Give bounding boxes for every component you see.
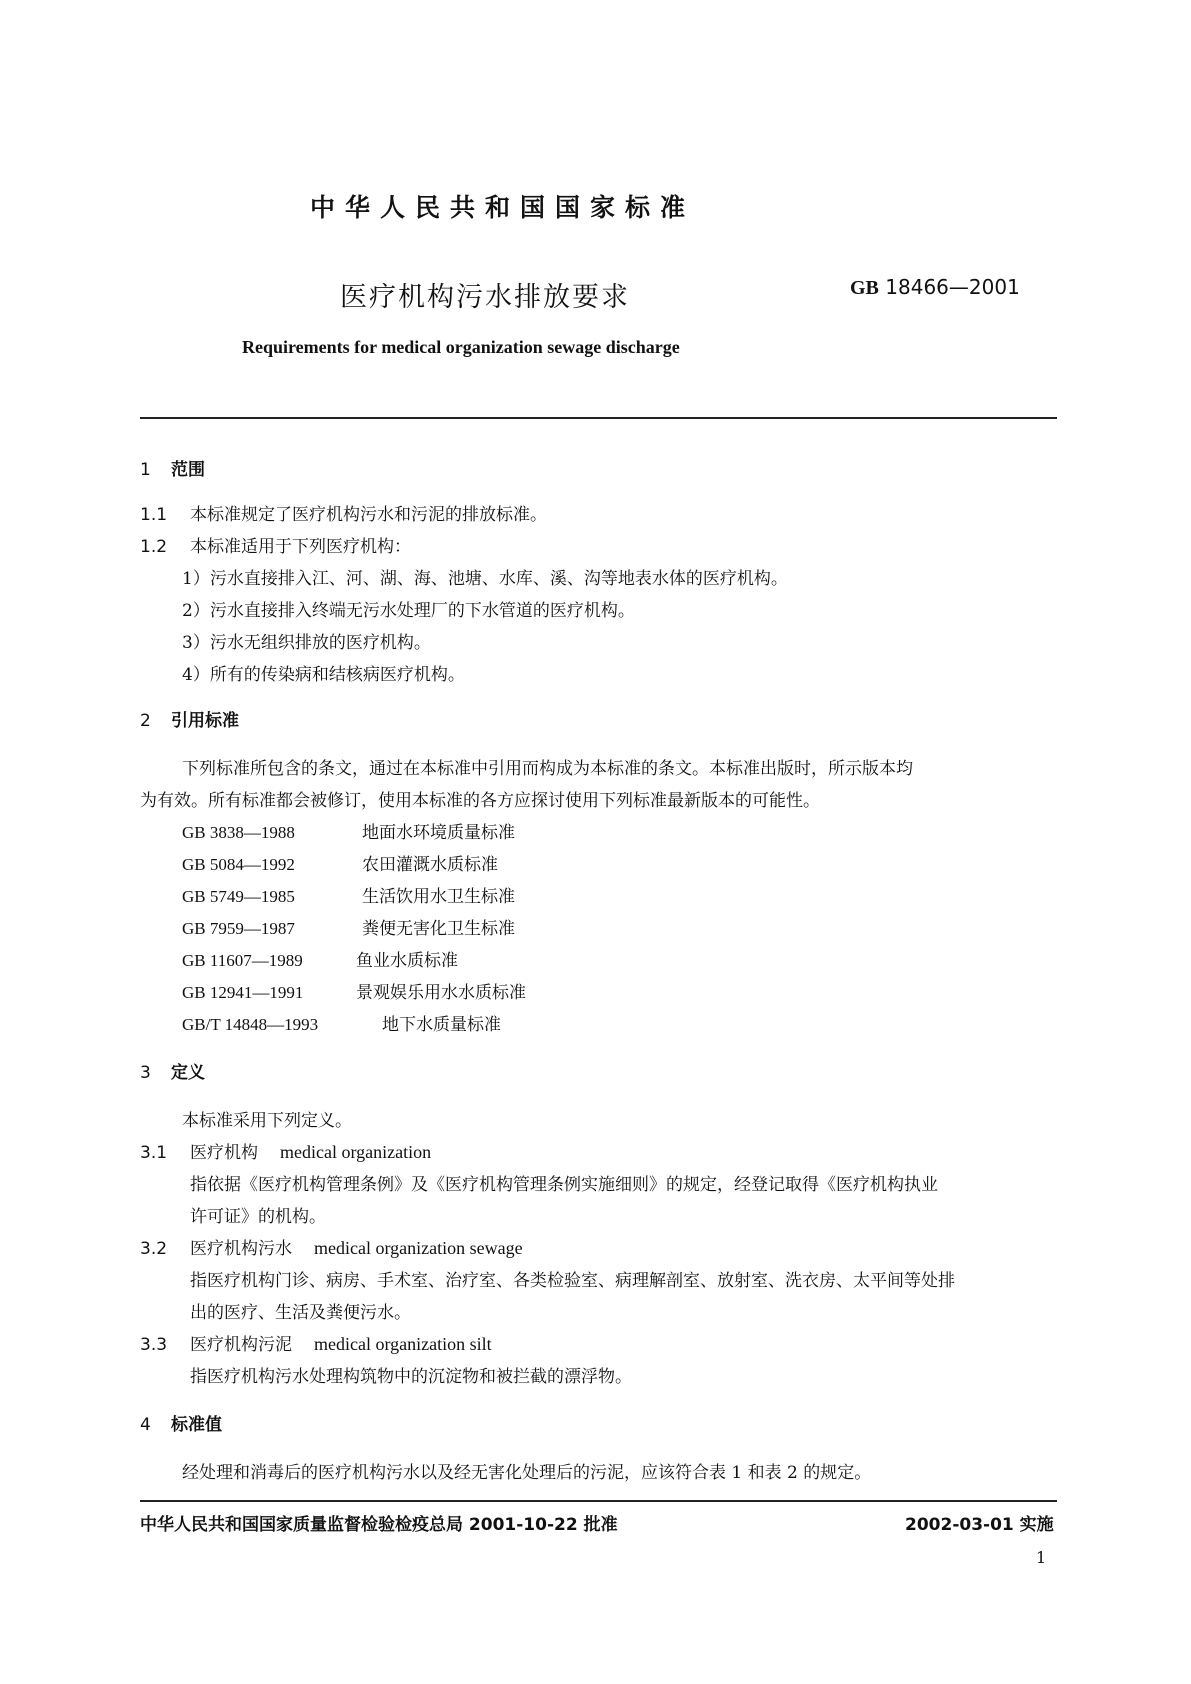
reference-code: GB 11607—1989 [182,951,303,970]
approval-line: 中华人民共和国国家质量监督检验检疫总局 2001-10-22 批准 [140,1515,618,1535]
reference-name: 农田灌溉水质标准 [362,855,498,875]
reference-name: 景观娱乐用水水质标准 [356,983,526,1003]
document-title: 医疗机构污水排放要求 [340,282,630,313]
section-2-number: 2 [140,711,151,731]
reference-name: 地下水质量标准 [382,1015,501,1035]
section-3-title: 定义 [171,1063,205,1083]
effective-date: 2002-03-01 实施 [905,1515,1054,1535]
section-1-heading [140,455,205,480]
english-title: Requirements for medical organization sewage discharge [242,337,680,357]
reference-code: GB 3838—1988 [182,823,295,842]
clause-1-1-number: 1.1 [140,505,168,525]
clause-1-2 [140,532,411,557]
clause-1-1 [140,500,547,525]
definition-3-2-english: medical organization sewage [314,1238,523,1258]
clause-1-2-text: 本标准适用于下列医疗机构： [190,537,411,557]
national-standard-heading: 中华人民共和国国家标准 [310,193,696,222]
definition-3-3-line-1: 指医疗机构污水处理构筑物中的沉淀物和被拦截的漂浮物。 [190,1367,632,1387]
section-1-number: 1 [140,460,151,480]
reference-name: 鱼业水质标准 [356,951,458,971]
reference-code: GB/T 14848—1993 [182,1015,319,1034]
page-number: 1 [1036,1548,1047,1567]
definition-3-2-term: 医疗机构污水 [190,1239,292,1259]
standard-code [850,275,1020,300]
definition-3-3-english: medical organization silt [314,1334,492,1354]
referenced-standard [182,946,458,971]
referenced-standard [182,882,515,907]
reference-code: GB 7959—1987 [182,919,295,938]
standard-code-prefix: GB [850,277,879,299]
definition-3-2-number: 3.2 [140,1239,168,1259]
scope-list-item: 3）污水无组织排放的医疗机构。 [182,633,431,653]
reference-name: 粪便无害化卫生标准 [362,919,515,939]
reference-code: GB 12941—1991 [182,983,304,1002]
definition-3-2-line-2: 出的医疗、生活及粪便污水。 [190,1303,411,1323]
section-2-title: 引用标准 [171,711,239,731]
definition-3-2 [140,1234,523,1259]
scope-list-item: 4）所有的传染病和结核病医疗机构。 [182,665,465,685]
clause-1-1-text: 本标准规定了医疗机构污水和污泥的排放标准。 [190,505,547,525]
definition-3-3-term: 医疗机构污泥 [190,1335,292,1355]
definition-3-2-line-1: 指医疗机构门诊、病房、手术室、治疗室、各类检验室、病理解剖室、放射室、洗衣房、太平间等处排 [190,1271,955,1291]
definition-3-3-number: 3.3 [140,1335,168,1355]
definition-3-1-number: 3.1 [140,1143,168,1163]
scope-list-item: 2）污水直接排入终端无污水处理厂的下水管道的医疗机构。 [182,601,635,621]
standard-code-number: 18466—2001 [885,275,1020,299]
definition-3-1-term: 医疗机构 [190,1143,258,1163]
reference-code: GB 5084—1992 [182,855,295,874]
referenced-standard [182,818,515,843]
section-4-number: 4 [140,1415,151,1435]
referenced-standard [182,1010,501,1035]
reference-name: 地面水环境质量标准 [362,823,515,843]
section-3-number: 3 [140,1063,151,1083]
definition-3-1-line-1: 指依据《医疗机构管理条例》及《医疗机构管理条例实施细则》的规定，经登记取得《医疗机构执业 [190,1175,938,1195]
definition-3-1 [140,1138,431,1163]
referenced-standard [182,978,526,1003]
section-1-title: 范围 [171,460,205,480]
section-2-intro-line-1: 下列标准所包含的条文，通过在本标准中引用而构成为本标准的条文。本标准出版时，所示版本均 [182,759,913,779]
reference-name: 生活饮用水卫生标准 [362,887,515,907]
section-4-text: 经处理和消毒后的医疗机构污水以及经无害化处理后的污泥，应该符合表 1 和表 2 的规定。 [182,1463,872,1483]
referenced-standard [182,914,515,939]
section-3-heading [140,1058,205,1083]
header-divider [140,417,1057,419]
section-4-heading [140,1410,222,1435]
section-2-heading [140,706,239,731]
section-2-intro-line-2: 为有效。所有标准都会被修订，使用本标准的各方应探讨使用下列标准最新版本的可能性。 [140,791,820,811]
definition-3-3 [140,1330,492,1355]
reference-code: GB 5749—1985 [182,887,295,906]
footer-divider [140,1500,1057,1502]
definition-3-1-english: medical organization [280,1142,432,1162]
referenced-standard [182,850,498,875]
scope-list-item: 1）污水直接排入江、河、湖、海、池塘、水库、溪、沟等地表水体的医疗机构。 [182,569,788,589]
definition-3-1-line-2: 许可证》的机构。 [190,1207,326,1227]
section-3-intro: 本标准采用下列定义。 [182,1111,352,1131]
section-4-title: 标准值 [171,1415,222,1435]
clause-1-2-number: 1.2 [140,537,168,557]
